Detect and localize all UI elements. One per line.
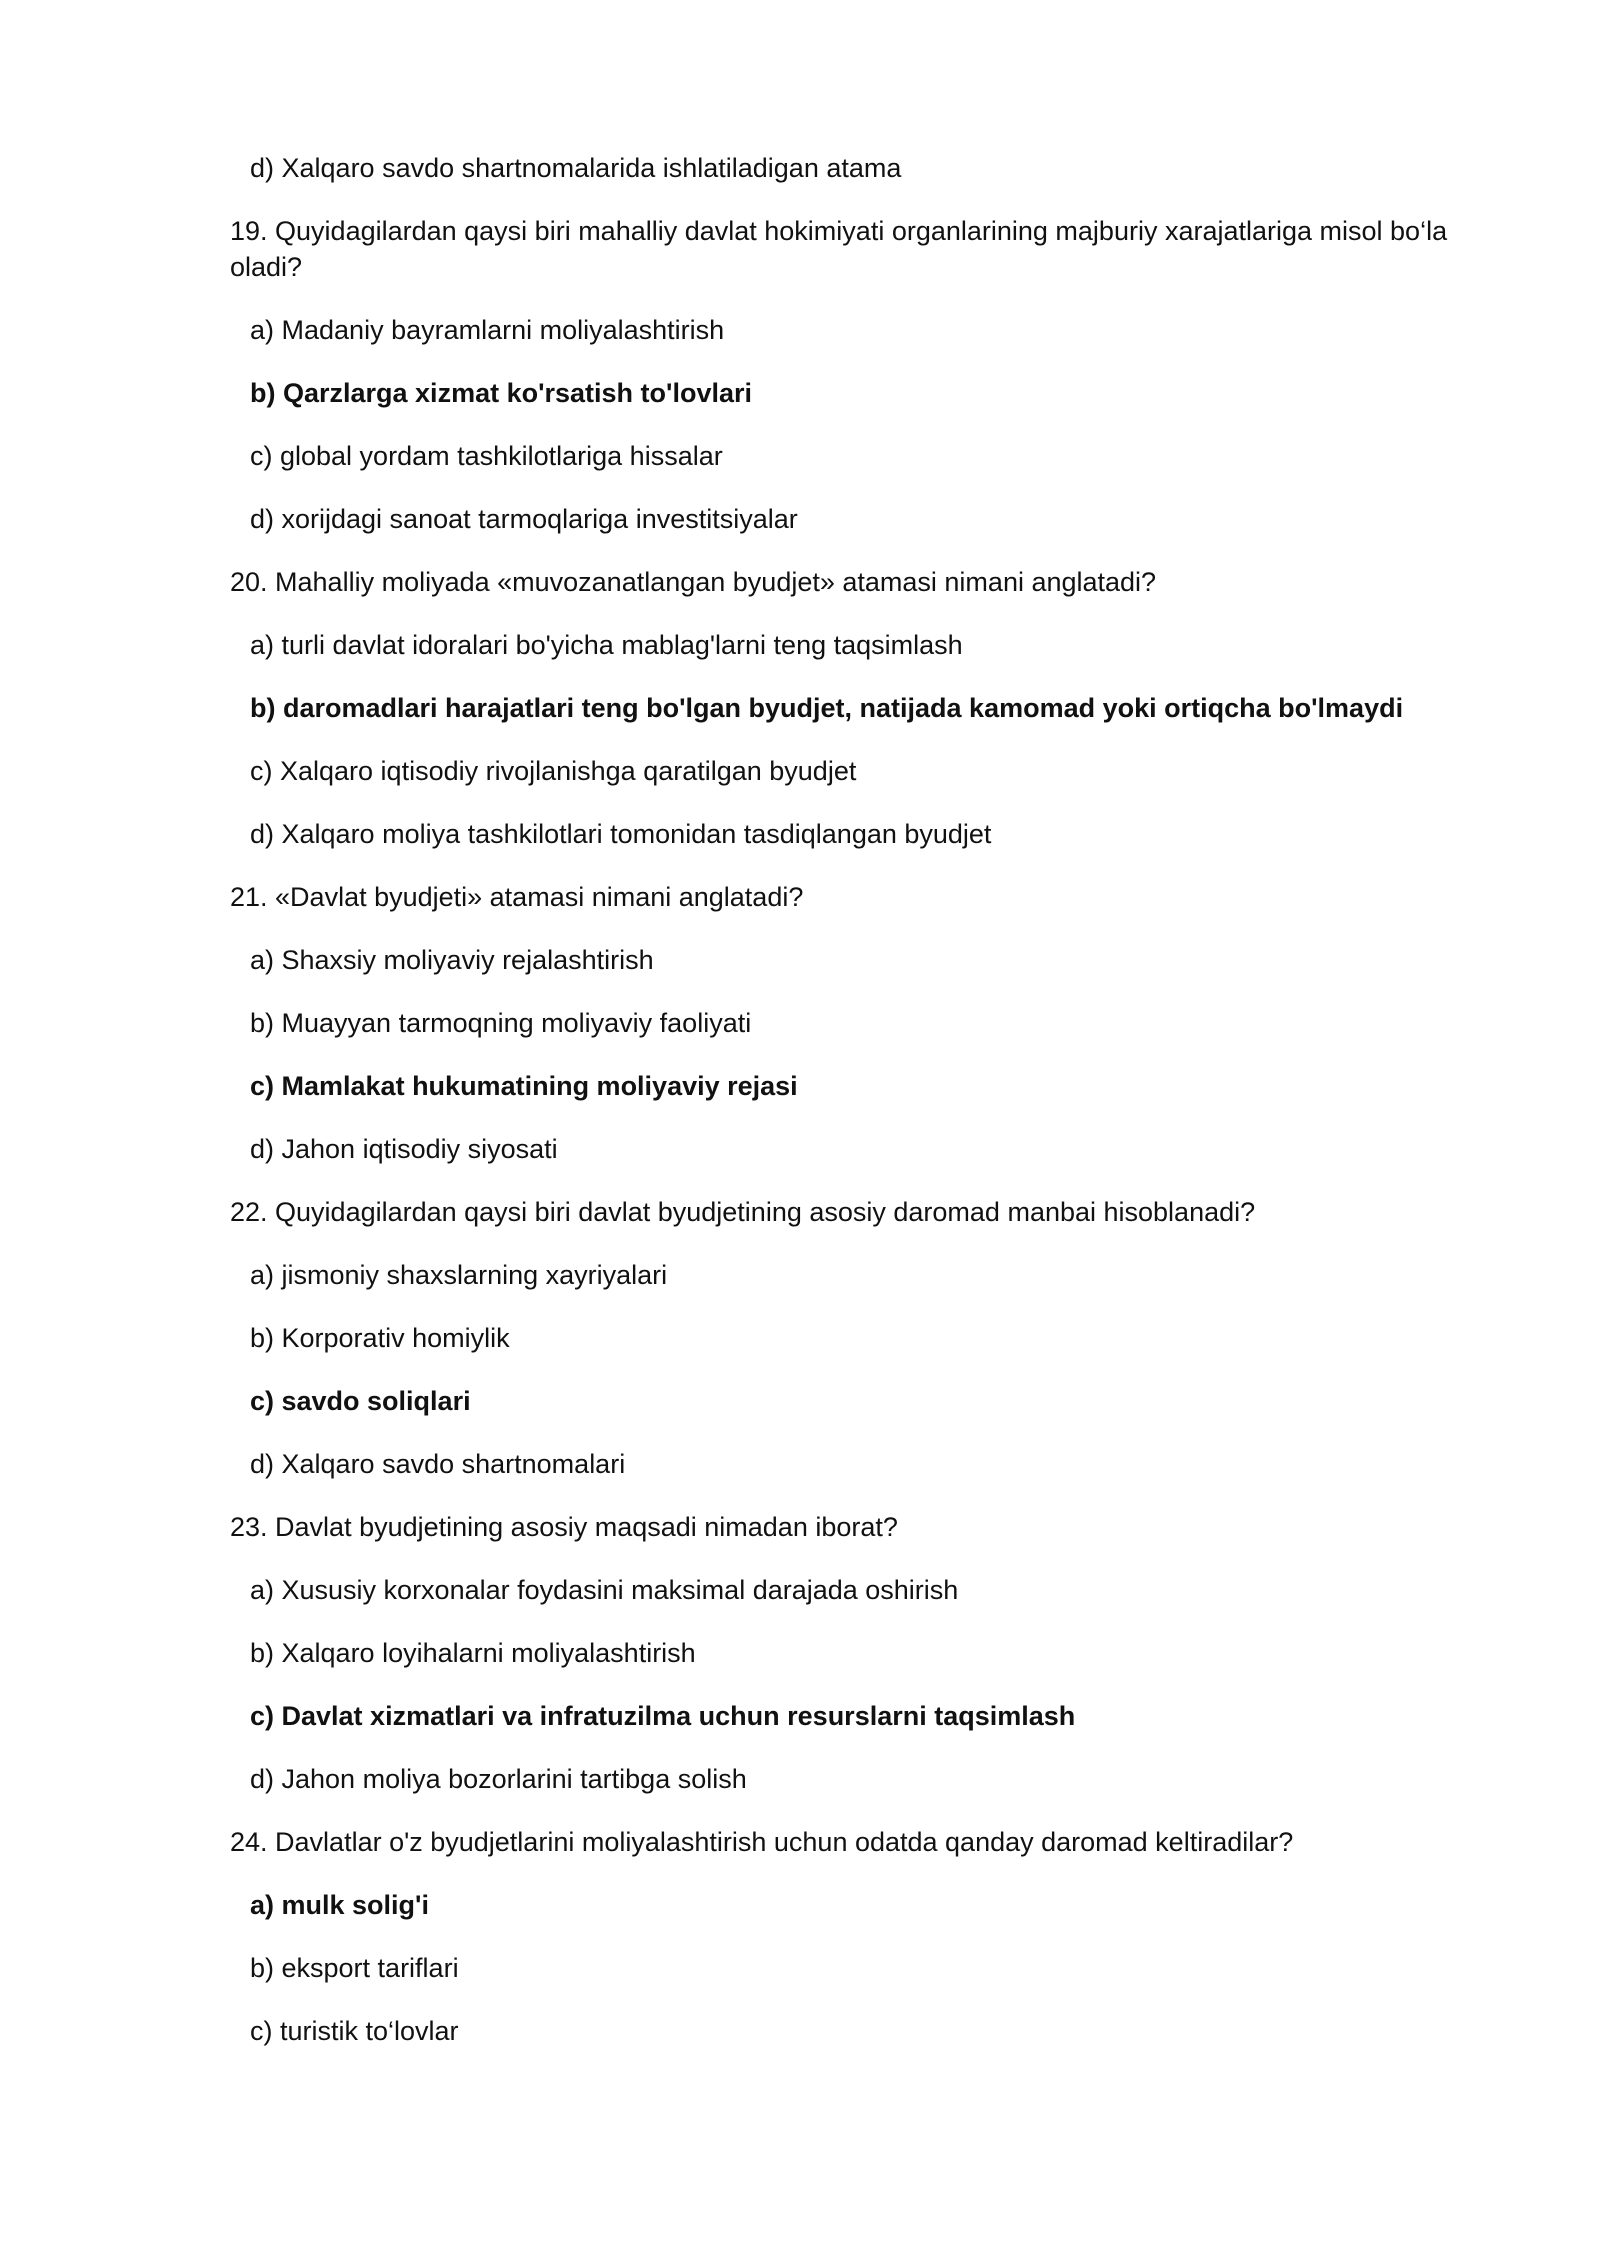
answer-option: a) Shaxsiy moliyaviy rejalashtirish [250, 945, 654, 975]
correct-answer-option: c) Mamlakat hukumatining moliyaviy rejasi [250, 1071, 798, 1101]
answer-option: b) eksport tariflari [250, 1953, 459, 1983]
answer-option: d) Jahon iqtisodiy siyosati [250, 1134, 558, 1164]
answer-option: d) xorijdagi sanoat tarmoqlariga investitsiyalar [250, 504, 798, 534]
question-text: 20. Mahalliy moliyada «muvozanatlangan byudjet» atamasi nimani anglatadi? [230, 567, 1157, 597]
question-text: 19. Quyidagilardan qaysi biri mahalliy davlat hokimiyati organlarining majburiy xarajatlariga misol bo‘la oladi? [230, 216, 1448, 282]
answer-option: b) Korporativ homiylik [250, 1323, 510, 1353]
answer-option: c) global yordam tashkilotlariga hissalar [250, 441, 723, 471]
correct-answer-option: c) Davlat xizmatlari va infratuzilma uchun resurslarni taqsimlash [250, 1701, 1076, 1731]
answer-option: d) Xalqaro moliya tashkilotlari tomonidan tasdiqlangan byudjet [250, 819, 992, 849]
answer-option: a) Madaniy bayramlarni moliyalashtirish [250, 315, 725, 345]
correct-answer-option: a) mulk solig'i [250, 1890, 429, 1920]
question-text: 24. Davlatlar o'z byudjetlarini moliyalashtirish uchun odatda qanday daromad keltiradilar? [230, 1827, 1294, 1857]
document-page [230, 150, 1480, 2076]
question-text: 21. «Davlat byudjeti» atamasi nimani anglatadi? [230, 882, 804, 912]
question-text: 22. Quyidagilardan qaysi biri davlat byudjetining asosiy daromad manbai hisoblanadi? [230, 1197, 1256, 1227]
correct-answer-option: b) daromadlari harajatlari teng bo'lgan byudjet, natijada kamomad yoki ortiqcha bo'lmaydi [250, 693, 1404, 723]
correct-answer-option: b) Qarzlarga xizmat ko'rsatish to'lovlari [250, 378, 752, 408]
answer-option: a) Xususiy korxonalar foydasini maksimal darajada oshirish [250, 1575, 959, 1605]
question-text: 23. Davlat byudjetining asosiy maqsadi nimadan iborat? [230, 1512, 898, 1542]
answer-option: a) turli davlat idoralari bo'yicha mablag'larni teng taqsimlash [250, 630, 963, 660]
answer-option: d) Xalqaro savdo shartnomalari [250, 1449, 626, 1479]
answer-option: c) Xalqaro iqtisodiy rivojlanishga qaratilgan byudjet [250, 756, 857, 786]
answer-option: a) jismoniy shaxslarning xayriyalari [250, 1260, 668, 1290]
answer-option: b) Xalqaro loyihalarni moliyalashtirish [250, 1638, 696, 1668]
correct-answer-option: c) savdo soliqlari [250, 1386, 471, 1416]
answer-option: b) Muayyan tarmoqning moliyaviy faoliyati [250, 1008, 752, 1038]
answer-option: c) turistik to‘lovlar [250, 2016, 459, 2046]
answer-option: d) Jahon moliya bozorlarini tartibga solish [250, 1764, 747, 1794]
answer-option: d) Xalqaro savdo shartnomalarida ishlatiladigan atama [250, 153, 902, 183]
